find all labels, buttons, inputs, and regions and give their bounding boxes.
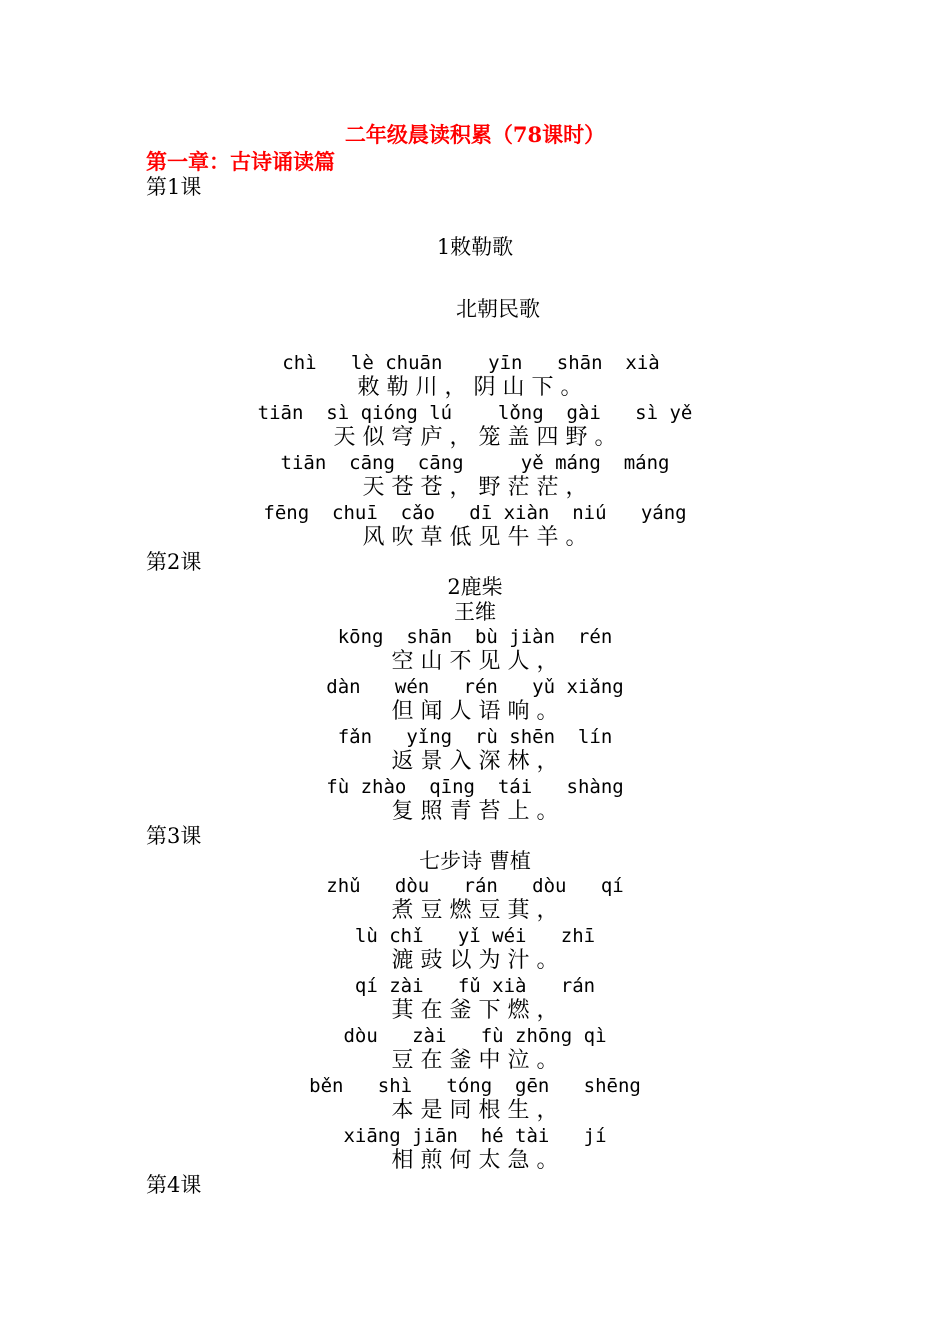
poem-author: 王维 [454,600,496,624]
pinyin-line: lù chǐ yǐ wéi zhī [354,925,596,947]
poem-line: 煮 豆 燃 豆 萁 ， [391,898,559,923]
poem-line: 天 苍 苍 ， 野 茫 茫 ， [362,475,588,500]
poem-title: 2鹿柴 [447,575,503,599]
poem-line: 漉 豉 以 为 汁 。 [391,948,559,973]
pinyin-line: tiān cāng cāng yě máng máng [280,452,670,474]
pinyin-line: zhǔ dòu rán dòu qí [326,875,624,897]
pinyin-line: tiān sì qióng lú lǒng gài sì yě [257,402,693,424]
pinyin-line: fù zhào qīng tái shàng [326,776,624,798]
poem-line: 萁 在 釜 下 燃 ， [391,998,559,1023]
pinyin-line: fēng chuī cǎo dī xiàn niú yáng [263,502,687,524]
poem-line: 返 景 入 深 林 ， [391,749,559,774]
poem-title: 1敕勒歌 [436,235,514,259]
lesson-label: 第1课 [146,175,202,199]
pinyin-line: běn shì tóng gēn shēng [309,1075,641,1097]
poem-line: 天 似 穹 庐 ， 笼 盖 四 野 。 [333,425,617,450]
document-title: 二年级晨读积累（78课时） [344,122,606,147]
poem-author: 北朝民歌 [456,297,540,321]
pinyin-line: chì lè chuān yīn shān xià [282,352,660,374]
poem-line: 复 照 青 苔 上 。 [391,799,559,824]
poem-line: 相 煎 何 太 急 。 [391,1148,559,1173]
poem-line: 本 是 同 根 生 ， [391,1098,559,1123]
poem-line: 但 闻 人 语 响 。 [391,699,559,724]
chapter-heading: 第一章：古诗诵读篇 [146,149,335,174]
pinyin-line: fǎn yǐng rù shēn lín [337,726,613,748]
poem-line: 空 山 不 见 人 ， [391,649,559,674]
pinyin-line: xiāng jiān hé tài jí [343,1125,607,1147]
poem-line: 敕 勒 川 ， 阴 山 下 。 [357,375,583,400]
pinyin-line: kōng shān bù jiàn rén [337,626,613,648]
lesson-label: 第2课 [146,550,202,574]
lesson-label: 第3课 [146,824,202,848]
pinyin-line: dàn wén rén yǔ xiǎng [326,676,624,698]
pinyin-line: qí zài fǔ xià rán [354,975,596,997]
lesson-label: 第4课 [146,1173,202,1197]
poem-title: 七步诗 曹植 [419,849,531,873]
poem-line: 豆 在 釜 中 泣 。 [391,1048,559,1073]
pinyin-line: dòu zài fù zhōng qì [343,1025,607,1047]
poem-line: 风 吹 草 低 见 牛 羊 。 [362,525,588,550]
